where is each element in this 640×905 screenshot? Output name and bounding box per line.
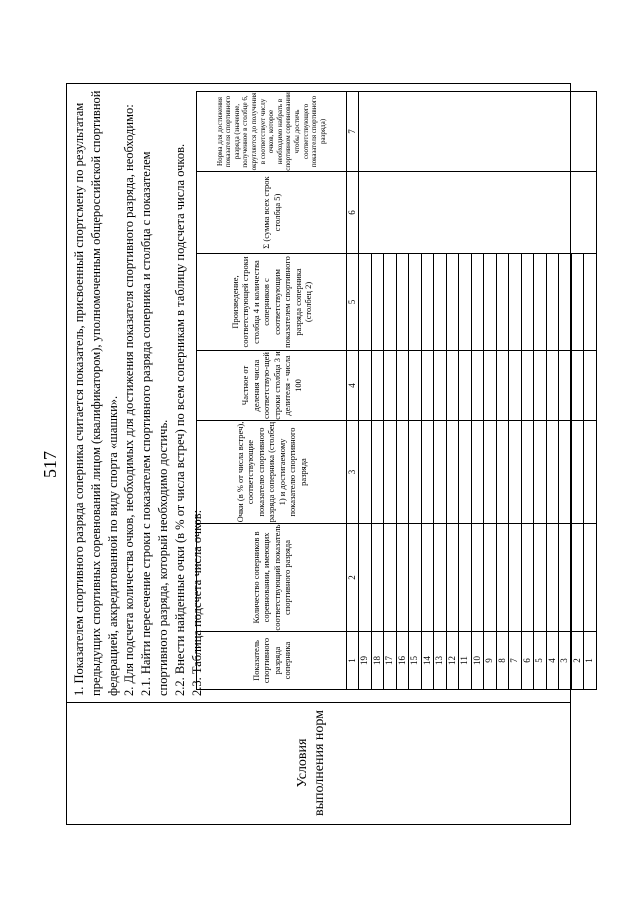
merged-empty-cell — [359, 92, 597, 172]
rank-index-cell: 3 — [559, 632, 572, 690]
empty-cell — [384, 524, 397, 632]
empty-cell — [584, 524, 597, 632]
empty-cell — [521, 421, 534, 524]
empty-cell — [521, 524, 534, 632]
rank-index-cell: 16 — [396, 632, 409, 690]
column-number: 6 — [347, 172, 359, 254]
empty-cell — [434, 524, 447, 632]
column-number: 7 — [347, 92, 359, 172]
empty-cell — [521, 254, 534, 351]
empty-cell — [559, 351, 572, 421]
header-col-1: Показатель спортивного разряда соперника — [197, 632, 347, 690]
header-row — [197, 92, 347, 690]
empty-cell — [471, 351, 484, 421]
empty-cell — [509, 351, 522, 421]
column-number: 1 — [347, 632, 359, 690]
rank-index-cell: 4 — [546, 632, 559, 690]
empty-cell — [446, 351, 459, 421]
empty-cell — [446, 421, 459, 524]
empty-cell — [371, 524, 384, 632]
rank-index-cell: 5 — [534, 632, 547, 690]
rank-index-cell: 8 — [496, 632, 509, 690]
instructions — [71, 88, 205, 696]
empty-cell — [496, 524, 509, 632]
empty-cell — [434, 351, 447, 421]
rank-index-cell: 19 — [359, 632, 372, 690]
empty-cell — [546, 421, 559, 524]
empty-cell — [434, 254, 447, 351]
table-row — [359, 92, 372, 690]
empty-cell — [446, 254, 459, 351]
empty-cell — [421, 524, 434, 632]
empty-cell — [409, 421, 422, 524]
paragraph-2: 2. Для подсчета количества очков, необходимых для достижения показателя спортивного разряда, необходимо: — [122, 104, 137, 696]
empty-cell — [434, 421, 447, 524]
column-number: 3 — [347, 421, 359, 524]
paragraph-2-2: 2.2. Внести найденные очки (в % от числа встреч) по всем соперникам в таблицу подсчета числа очков. — [172, 143, 187, 696]
points-count-table — [196, 91, 597, 690]
empty-cell — [484, 351, 497, 421]
empty-cell — [584, 254, 597, 351]
empty-cell — [384, 421, 397, 524]
empty-cell — [359, 254, 372, 351]
rank-index-cell: 10 — [471, 632, 484, 690]
empty-cell — [546, 254, 559, 351]
empty-cell — [371, 421, 384, 524]
header-col-4: Частное от деления числа соответствую-щей строки столбца 3 и делителя - числа 100 — [197, 351, 347, 421]
header-col-2: Количество соперников в соревновании, имеющих соответствующий показатель спортивного разряда — [197, 524, 347, 632]
empty-cell — [471, 254, 484, 351]
empty-cell — [521, 351, 534, 421]
rank-index-cell: 11 — [459, 632, 472, 690]
empty-cell — [459, 524, 472, 632]
header-col-6: Σ (сумма всех строк столбца 5) — [197, 172, 347, 254]
empty-cell — [509, 524, 522, 632]
empty-cell — [396, 351, 409, 421]
empty-cell — [371, 351, 384, 421]
empty-cell — [534, 524, 547, 632]
rank-index-cell: 7 — [509, 632, 522, 690]
empty-cell — [571, 351, 584, 421]
empty-cell — [471, 421, 484, 524]
empty-cell — [509, 421, 522, 524]
empty-cell — [559, 421, 572, 524]
table-body — [347, 92, 597, 690]
paragraph-2-1: 2.1. Найти пересечение строки с показателем спортивного разряда соперника и столбца с показателем спортивного разряда, который необходимо достичь. — [139, 151, 170, 696]
column-number: 2 — [347, 524, 359, 632]
empty-cell — [396, 421, 409, 524]
paragraph-2-3: 2.3. Таблица подсчета числа очков: — [189, 509, 204, 696]
rank-index-cell: 1 — [584, 632, 597, 690]
rank-index-cell: 9 — [484, 632, 497, 690]
empty-cell — [559, 254, 572, 351]
column-number: 4 — [347, 351, 359, 421]
rank-index-cell: 14 — [421, 632, 434, 690]
empty-cell — [409, 524, 422, 632]
paragraph-1: 1. Показателем спортивного разряда соперника считается показатель, присвоенный спортсмену по результатам предыдущих спортивных соревнований лицом (квалификатором), уполномоченным общероссийской спортивной федерацией, аккредитованной по виду спорта «шашки». — [72, 90, 120, 696]
empty-cell — [409, 254, 422, 351]
column-number-row — [347, 92, 359, 690]
empty-cell — [484, 254, 497, 351]
empty-cell — [396, 524, 409, 632]
empty-cell — [421, 421, 434, 524]
norms-conditions-frame — [66, 83, 595, 825]
empty-cell — [384, 351, 397, 421]
empty-cell — [446, 524, 459, 632]
empty-cell — [534, 421, 547, 524]
empty-cell — [359, 421, 372, 524]
empty-cell — [571, 254, 584, 351]
empty-cell — [421, 351, 434, 421]
column-number: 5 — [347, 254, 359, 351]
empty-cell — [459, 254, 472, 351]
empty-cell — [534, 351, 547, 421]
empty-cell — [484, 421, 497, 524]
rank-index-cell: 2 — [571, 632, 584, 690]
page-number: 517 — [40, 451, 60, 478]
rank-index-cell: 17 — [384, 632, 397, 690]
empty-cell — [396, 254, 409, 351]
empty-cell — [571, 524, 584, 632]
merged-empty-cell — [359, 172, 597, 254]
rank-index-cell: 15 — [409, 632, 422, 690]
empty-cell — [534, 254, 547, 351]
empty-cell — [459, 421, 472, 524]
empty-cell — [546, 524, 559, 632]
rank-index-cell: 13 — [434, 632, 447, 690]
empty-cell — [584, 351, 597, 421]
empty-cell — [484, 524, 497, 632]
empty-cell — [496, 351, 509, 421]
conditions-label: Условия выполнения норм — [295, 709, 327, 817]
rank-index-cell: 12 — [446, 632, 459, 690]
header-col-7: Норма для достижения показателя спортивного разряда (значение, полученное в столбце 6, округляется до получения в соответствует числу очков, которое необходимо набрать в спортивном соревновании чтобы достичь соответствующего показателя спортивного разряда) — [197, 92, 347, 172]
empty-cell — [496, 254, 509, 351]
empty-cell — [421, 254, 434, 351]
rank-index-cell: 18 — [371, 632, 384, 690]
empty-cell — [371, 254, 384, 351]
empty-cell — [546, 351, 559, 421]
empty-cell — [459, 351, 472, 421]
header-col-5: Произведение, соответствующей строки столбца 4 и количества соперников с соответствующим показателем спортивного разряда соперника (столбец 2) — [197, 254, 347, 351]
empty-cell — [496, 421, 509, 524]
empty-cell — [559, 524, 572, 632]
empty-cell — [359, 351, 372, 421]
empty-cell — [359, 524, 372, 632]
rank-index-cell: 6 — [521, 632, 534, 690]
left-column — [67, 702, 570, 824]
empty-cell — [571, 421, 584, 524]
header-col-3: Очки (в % от числа встреч), соответствующие показателю спортивного разряда соперника (столбец 1) и достигаемому показателю спортивного разряда — [197, 421, 347, 524]
empty-cell — [509, 254, 522, 351]
empty-cell — [384, 254, 397, 351]
empty-cell — [409, 351, 422, 421]
empty-cell — [471, 524, 484, 632]
empty-cell — [584, 421, 597, 524]
